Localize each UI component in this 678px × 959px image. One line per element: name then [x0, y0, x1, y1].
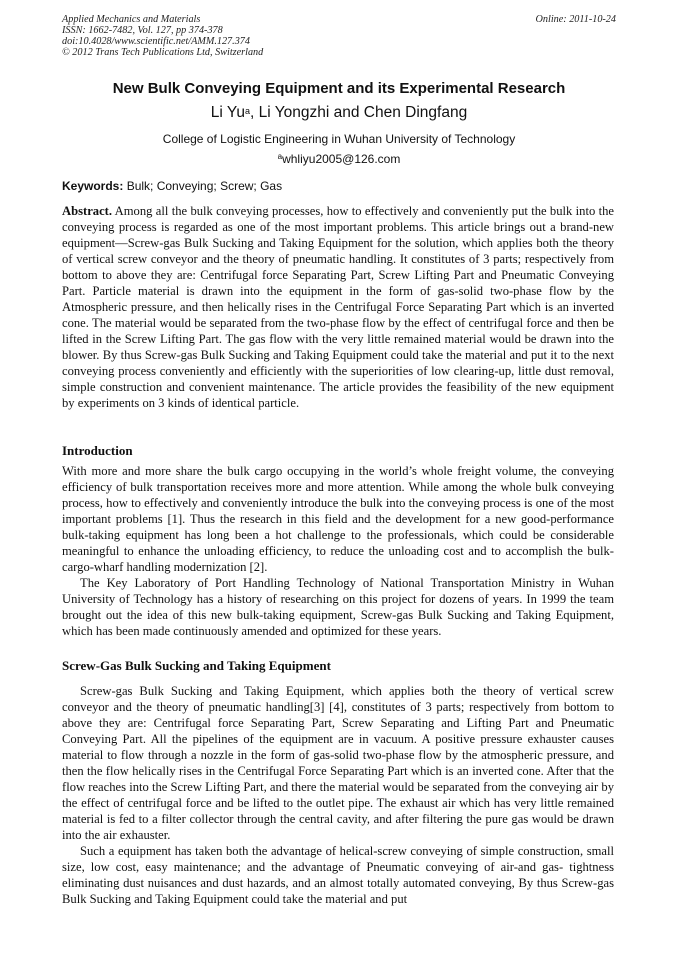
author-email[interactable]: whliyu2005@126.com	[282, 152, 401, 166]
journal-header	[62, 14, 616, 58]
abstract	[62, 203, 614, 411]
journal-name: Applied Mechanics and Materials	[62, 14, 201, 25]
author-1-superscript: a	[245, 106, 251, 116]
copyright-line: © 2012 Trans Tech Publications Ltd, Switzerland	[62, 47, 264, 58]
doi-line[interactable]: doi:10.4028/www.scientific.net/AMM.127.374	[62, 36, 250, 47]
introduction-paragraph-1: With more and more share the bulk cargo occupying in the world’s whole freight volume, the conveying efficiency of bulk transportation receives more and more attention. While among the whole bulk conveying process, how to effectively and conveniently introduce the bulk into the conveying process is one of the most important problems [1]. Thus the research in this field and the development for a new good-performance bulk-taking equipment has long been a hot challenge to the professionals, which could be considerable meaningful to enhance the unloading efficiency, to reduce the unloading cost and to accomplish the bulk-cargo-wharf handling modernization [2].	[62, 464, 614, 574]
screw-gas-body	[62, 683, 614, 907]
introduction-body	[62, 463, 614, 639]
abstract-label: Abstract.	[62, 204, 113, 218]
introduction-heading: Introduction	[62, 443, 133, 458]
keywords-label: Keywords:	[62, 179, 124, 193]
keywords	[62, 178, 616, 194]
screw-gas-paragraph-1: Screw-gas Bulk Sucking and Taking Equipment, which applies both the theory of vertical screw conveyor and the theory of pneumatic handling[3] [4], constitutes of 3 parts; respectively from bottom to above they are: Centrifugal force Separating Part, Screw Separating and Lifting Part and Pneumatic Conveying Part. All the pipelines of the equipment are in vacuum. A positive pressure exhauster causes material to flow through a nozzle in the form of gas-solid two-phase flow by the atmospheric pressure, and then the flow helically rises in the Centrifugal Force Separating Part which is an inverted cone. After that the flow reaches into the Screw Lifting Part, and there the material would be separated from the conveying air by the effect of centrifugal force and be lifted to the outlet pipe. The exhaust air which has very little remained material is fed to a filter collector through the central cavity, and after filtering the pure gas would be drawn into the air exhauster.	[62, 684, 614, 842]
abstract-text: Among all the bulk conveying processes, how to effectively and conveniently put the bulk into the conveying process is regarded as one of the most important problems. This article brings out a brand-new equipment—Screw-gas Bulk Sucking and Taking Equipment for the solution, which applies both the theory of vertical screw conveyor and the theory of pneumatic handling. It constitutes of 3 parts; respectively from bottom to above they are: Centrifugal force Separating Part, Screw Lifting Part and Pneumatic Conveying Part. Particle material is drawn into the equipment in the form of gas-solid two-phase flow by the Atmospheric pressure, and then helically rises in the Centrifugal Force Separating Part which is an inverted cone. The material would be separated from the two-phase flow by the effect of centrifugal force and then be lifted in the Screw Lifting Part. The gas flow with the very little remained material would be drawn into the blower. By thus Screw-gas Bulk Sucking and Taking Equipment could take the material and put it to the next conveying process conveniently and efficiently with the superiorities of low clearing-up, little dust removal, simple construction and convenient maintenance. The article provides the feasibility of the new equipment by experiments on 3 kinds of identical particle.	[62, 204, 614, 410]
introduction-paragraph-2: The Key Laboratory of Port Handling Technology of National Transportation Ministry in Wuhan University of Technology has a history of researching on this project for dozens of years. In 1999 the team brought out the idea of this new bulk-taking equipment, Screw-gas Bulk Sucking and Taking Equipment, which has been made continuously amended and optimized for these years.	[62, 576, 614, 638]
authors-rest: , Li Yongzhi and Chen Dingfang	[250, 104, 468, 121]
online-date: Online: 2011-10-24	[535, 14, 616, 25]
author-line	[62, 103, 616, 123]
paper-title: New Bulk Conveying Equipment and its Experimental Research	[112, 80, 566, 97]
screw-gas-heading: Screw-Gas Bulk Sucking and Taking Equipment	[62, 658, 331, 673]
author-1: Li Yu	[210, 104, 245, 121]
affiliation: College of Logistic Engineering in Wuhan University of Technology	[162, 132, 516, 146]
email-superscript: a	[277, 152, 283, 161]
keywords-list: Bulk; Conveying; Screw; Gas	[123, 179, 283, 193]
email-line	[62, 151, 616, 167]
screw-gas-paragraph-2: Such a equipment has taken both the advantage of helical-screw conveying of simple construction, small size, low cost, easy maintenance; and the advantage of Pneumatic conveying of air-and gas- tightness eliminating dust nuisances and dust hazards, and an almost totally automated conveying, By thus Screw-gas Bulk Sucking and Taking Equipment could take the material and put	[62, 844, 614, 906]
issn-line: ISSN: 1662-7482, Vol. 127, pp 374-378	[62, 25, 223, 36]
